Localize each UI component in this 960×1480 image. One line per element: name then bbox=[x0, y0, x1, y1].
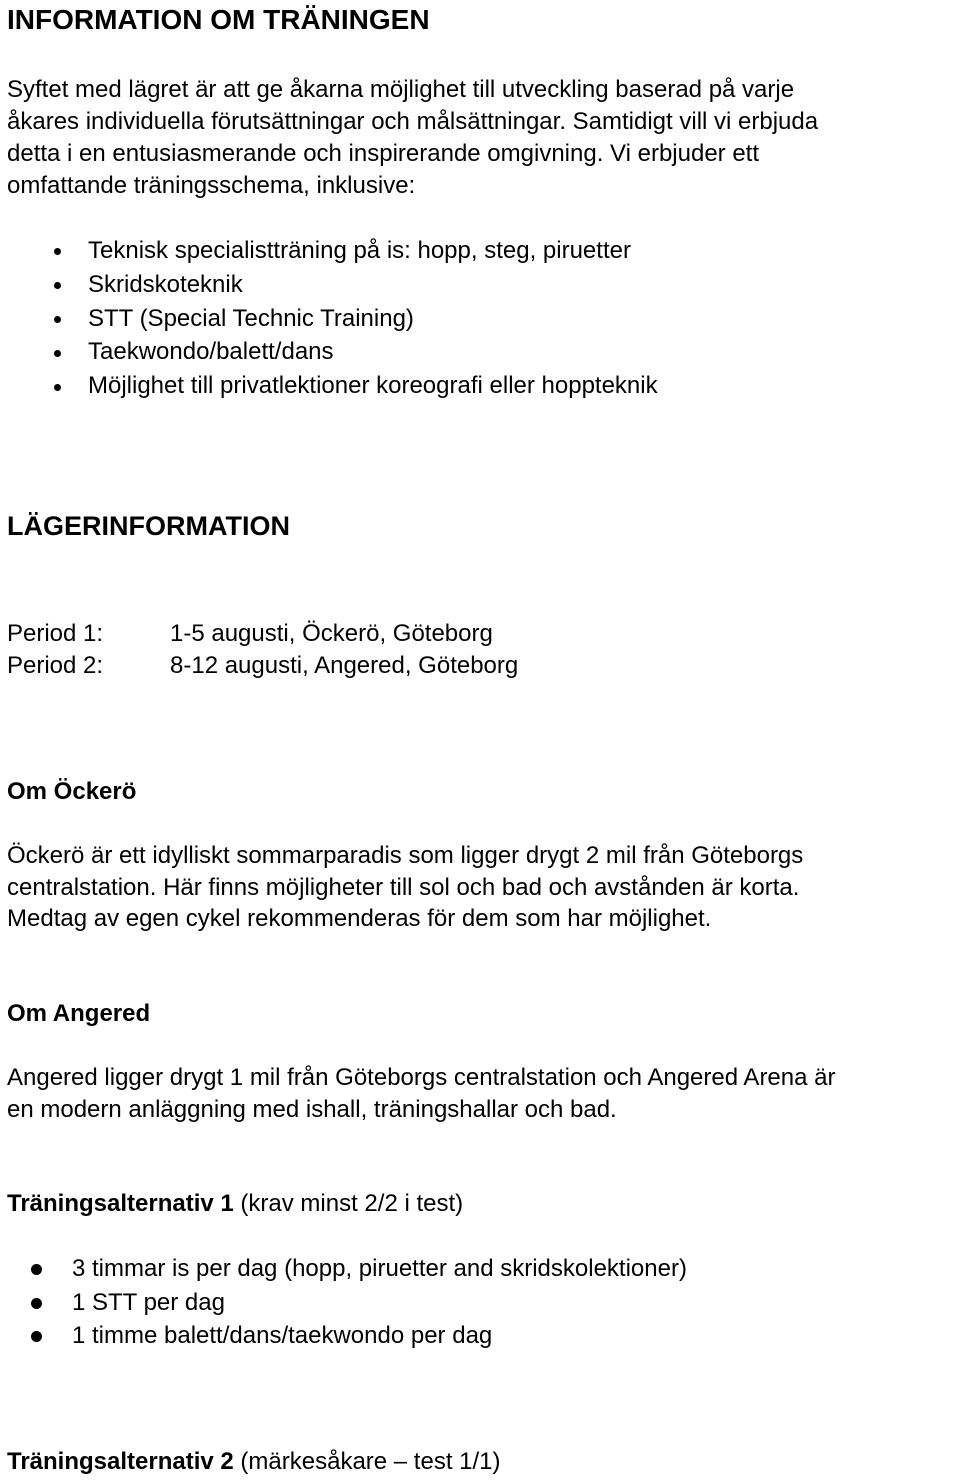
alt2-heading bbox=[7, 1446, 501, 1478]
ockero-heading: Om Öckerö bbox=[7, 778, 137, 805]
camp-heading: LÄGERINFORMATION bbox=[7, 511, 290, 541]
intro-line-4: omfattande träningsschema, inklusive: bbox=[7, 172, 416, 199]
training-item: STT (Special Technic Training) bbox=[88, 305, 414, 332]
angered-heading: Om Angered bbox=[7, 1000, 151, 1027]
bullet-icon bbox=[31, 1331, 42, 1342]
alt2-heading-bold: Träningsalternativ 2 bbox=[7, 1448, 234, 1475]
period-label: Period 2: bbox=[7, 652, 104, 679]
training-item: Skridskoteknik bbox=[88, 271, 243, 298]
bullet-icon bbox=[54, 316, 61, 323]
alt1-heading-bold: Träningsalternativ 1 bbox=[7, 1190, 234, 1217]
ockero-line: Öckerö är ett idylliskt sommarparadis som ligger drygt 2 mil från Göteborgs bbox=[7, 842, 804, 869]
page-title: INFORMATION OM TRÄNINGEN bbox=[7, 4, 430, 35]
angered-line: Angered ligger drygt 1 mil från Göteborgs centralstation och Angered Arena är bbox=[7, 1064, 836, 1091]
alt1-item: 3 timmar is per dag (hopp, piruetter and skridskolektioner) bbox=[72, 1255, 687, 1282]
ockero-line: centralstation. Här finns möjligheter till sol och bad och avstånden är korta. bbox=[7, 874, 800, 901]
training-item: Teknisk specialistträning på is: hopp, steg, piruetter bbox=[88, 237, 631, 264]
alt1-heading bbox=[7, 1188, 463, 1220]
period-label: Period 1: bbox=[7, 620, 104, 647]
angered-line: en modern anläggning med ishall, träningshallar och bad. bbox=[7, 1096, 617, 1123]
intro-line-1: Syftet med lägret är att ge åkarna möjlighet till utveckling baserad på varje bbox=[7, 76, 795, 103]
period-value: 8-12 augusti, Angered, Göteborg bbox=[170, 652, 519, 679]
intro-line-3: detta i en entusiasmerande och inspirerande omgivning. Vi erbjuder ett bbox=[7, 140, 760, 167]
bullet-icon bbox=[54, 350, 61, 357]
alt2-heading-rest: (märkesåkare – test 1/1) bbox=[233, 1448, 501, 1475]
intro-line-2: åkares individuella förutsättningar och målsättningar. Samtidigt vill vi erbjuda bbox=[7, 108, 819, 135]
bullet-icon bbox=[54, 282, 61, 289]
alt1-item: 1 STT per dag bbox=[72, 1289, 225, 1316]
bullet-icon bbox=[31, 1298, 42, 1309]
bullet-icon bbox=[31, 1264, 42, 1275]
ockero-line: Medtag av egen cykel rekommenderas för dem som har möjlighet. bbox=[7, 905, 712, 932]
training-item: Möjlighet till privatlektioner koreografi eller hoppteknik bbox=[88, 372, 658, 399]
period-value: 1-5 augusti, Öckerö, Göteborg bbox=[170, 620, 493, 647]
bullet-icon bbox=[54, 248, 61, 255]
training-item: Taekwondo/balett/dans bbox=[88, 338, 334, 365]
bullet-icon bbox=[54, 384, 61, 391]
alt1-heading-rest: (krav minst 2/2 i test) bbox=[233, 1190, 464, 1217]
alt1-item: 1 timme balett/dans/taekwondo per dag bbox=[72, 1322, 493, 1349]
